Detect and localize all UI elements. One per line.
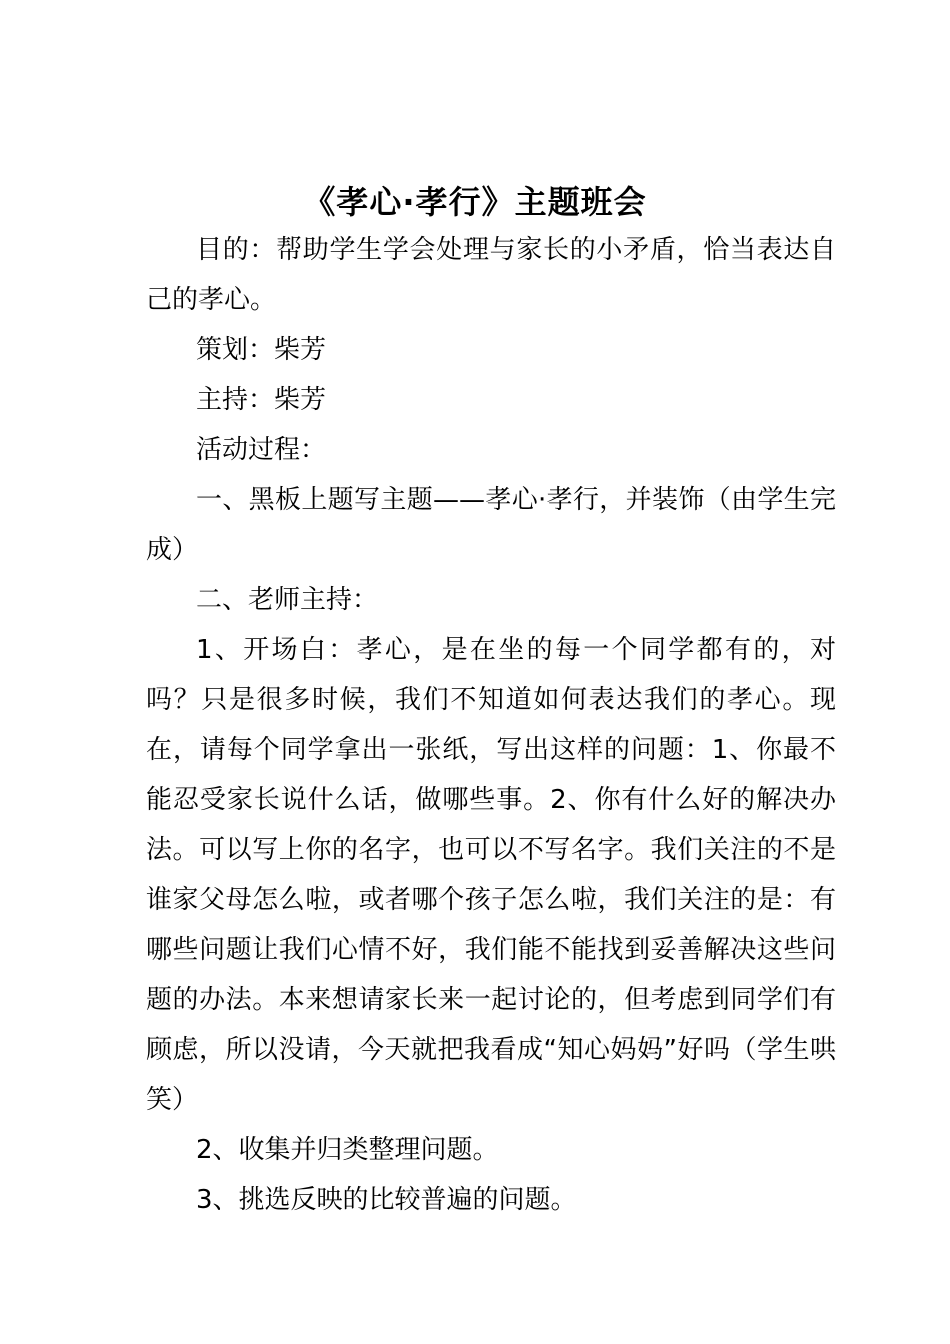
paragraph-opening-remarks: 1、开场白：孝心，是在坐的每一个同学都有的，对吗？只是很多时候，我们不知道如何表达我们的孝心。现在，请每个同学拿出一张纸，写出这样的问题：1、你最不能忍受家长说什么话，做哪些事。2、你有什么好的解决办法。可以写上你的名字，也可以不写名字。我们关注的不是谁家父母怎么啦，或者哪个孩子怎么啦，我们关注的是：有哪些问题让我们心情不好，我们能不能找到妥善解决这些问题的办法。本来想请家长来一起讨论的，但考虑到同学们有顾虑，所以没请，今天就把我看成“知心妈妈”好吗（学生哄笑） (146, 635, 836, 1115)
paragraph-step-two: 二、老师主持： (196, 585, 379, 615)
document-body (146, 225, 836, 1225)
paragraph-select-questions: 3、挑选反映的比较普遍的问题。 (196, 1185, 577, 1215)
paragraph-process-heading: 活动过程： (196, 435, 327, 465)
paragraph-step-one: 一、黑板上题写主题——孝心·孝行，并装饰（由学生完成） (146, 485, 836, 565)
paragraph-collect-questions: 2、收集并归类整理问题。 (196, 1135, 499, 1165)
paragraph-host: 主持：柴芳 (196, 385, 327, 415)
document-title: 《孝心·孝行》主题班会 (303, 183, 647, 221)
paragraph-purpose: 目的：帮助学生学会处理与家长的小矛盾，恰当表达自己的孝心。 (146, 235, 836, 315)
paragraph-planner: 策划：柴芳 (196, 335, 327, 365)
